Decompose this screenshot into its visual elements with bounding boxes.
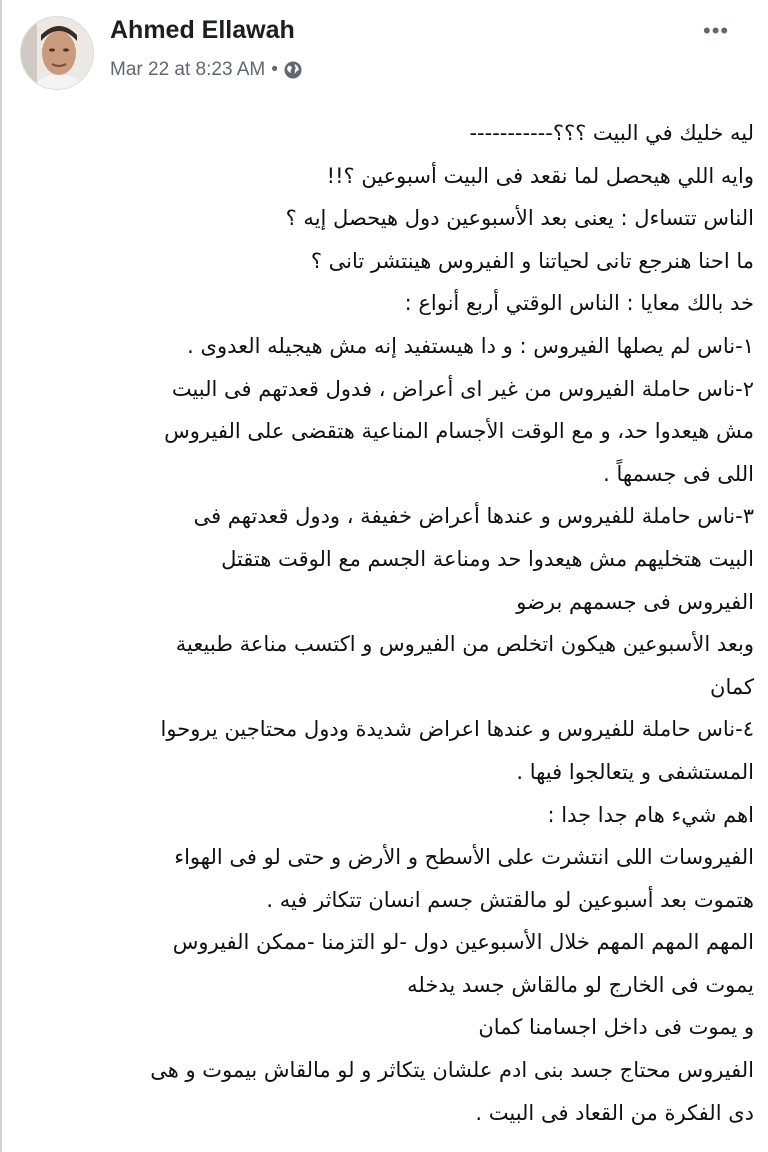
- post-text-line: ١-ناس لم يصلها الفيروس : و دا هيستفيد إنه مش هيجيله العدوى .: [187, 333, 754, 358]
- post-text-line: دى الفكرة من القعاد فى البيت .: [475, 1100, 754, 1125]
- post-text-line: المستشفى و يتعالجوا فيها .: [516, 759, 754, 784]
- avatar-photo: [21, 17, 93, 89]
- post-text-line: البيت هتخليهم مش هيعدوا حد ومناعة الجسم مع الوقت هتقتل: [221, 546, 754, 571]
- post-text-line: الفيروس فى جسمهم برضو: [516, 589, 754, 614]
- post-text-line: مش هيعدوا حد، و مع الوقت الأجسام المناعية هتقضى على الفيروس: [164, 419, 754, 444]
- globe-icon[interactable]: [284, 61, 302, 79]
- post-text-line: اللى فى جسمهاً .: [603, 461, 754, 486]
- post-text-line: هتموت بعد أسبوعين لو مالقتش جسم انسان تتكاثر فيه .: [266, 887, 754, 912]
- post-text-line: الناس تتساءل : يعنى بعد الأسبوعين دول هيحصل إيه ؟: [285, 206, 754, 231]
- frame-border: [0, 0, 2, 1152]
- post-text-line: خد بالك معايا : الناس الوقتي أربع أنواع :: [404, 291, 754, 316]
- avatar[interactable]: [20, 16, 94, 90]
- post-text-line: و يموت فى داخل اجسامنا كمان: [478, 1015, 754, 1040]
- post-text-line: ما احنا هنرجع تانى لحياتنا و الفيروس هينتشر تانى ؟: [310, 248, 754, 273]
- post-body: [9, 112, 754, 1134]
- post-text-line: وبعد الأسبوعين هيكون اتخلص من الفيروس و اكتسب مناعة طبيعية: [175, 632, 754, 657]
- post-text-line: ٣-ناس حاملة للفيروس و عندها أعراض خفيفة ، ودول قعدتهم فى: [193, 504, 754, 529]
- post-text-line: ٤-ناس حاملة للفيروس و عندها اعراض شديدة ودول محتاجين يروحوا: [160, 717, 754, 742]
- author-name[interactable]: Ahmed Ellawah: [110, 16, 295, 44]
- more-options-icon[interactable]: •••: [703, 18, 730, 43]
- post-text-line: ٢-ناس حاملة الفيروس من غير اى أعراض ، فدول قعدتهم فى البيت: [171, 376, 754, 401]
- meta-separator: •: [271, 59, 278, 80]
- post-text-line: وايه اللي هيحصل لما نقعد فى البيت أسبوعين ؟!!: [326, 163, 754, 188]
- post-text-line: يموت فى الخارج لو مالقاش جسد يدخله: [407, 972, 754, 997]
- post-text-line: اهم شيء هام جدا جدا :: [547, 802, 754, 827]
- post-timestamp[interactable]: Mar 22 at 8:23 AM: [110, 59, 266, 80]
- post-text-line: كمان: [710, 674, 754, 699]
- post-meta: [110, 59, 302, 81]
- post-text-line: الفيروس محتاج جسد بنى ادم علشان يتكاثر و لو مالقاش بيموت و هى: [150, 1058, 754, 1083]
- post-text-line: المهم المهم المهم خلال الأسبوعين دول -لو التزمنا -ممكن الفيروس: [172, 930, 754, 955]
- post-text-line: ليه خليك في البيت ؟؟؟-----------: [469, 121, 754, 145]
- post-text-line: الفيروسات اللى انتشرت على الأسطح و الأرض و حتى لو فى الهواء: [174, 845, 754, 870]
